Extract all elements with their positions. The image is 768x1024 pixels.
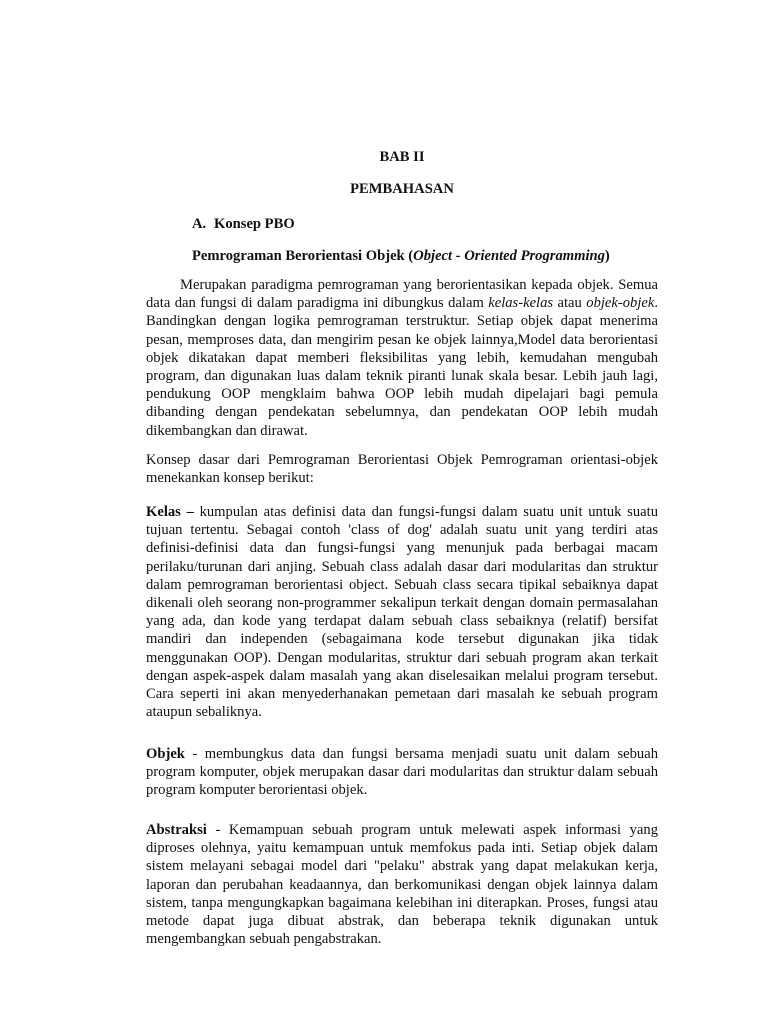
intro-italic-kelas: kelas-kelas: [488, 295, 554, 312]
intro-text-1: Merupakan paradigma pemrograman yang berorientasikan kepada objek. Semua data dan fungsi di dalam paradigma ini dibungkus dalam: [146, 277, 658, 312]
section-heading: PEMBAHASAN: [350, 181, 454, 197]
topic-lead: Pemrograman Berorientasi Objek (: [192, 248, 414, 264]
intro-paragraph: [146, 276, 658, 440]
kelas-paragraph: [146, 503, 658, 721]
subsection-number: A.: [192, 216, 207, 232]
objek-paragraph: [146, 745, 658, 800]
abstraksi-text: - Kemampuan sebuah program untuk melewati aspek informasi yang diproses olehnya, yaitu kemampuan untuk memfokus pada inti. Setiap objek dalam sistem melayani sebagai model dari "pelaku" abstrak yang dapat melakukan kerja, laporan dan perubahan keadaannya, dan berkomunikasi dengan objek lainnya dalam sistem, tanpa mengungkapkan bagaimana kelebihan ini diterapkan. Proses, fungsi atau metode dapat juga dibuat abstrak, dan beberapa teknik digunakan untuk mengembangkan sebuah pengabstrakan.: [146, 822, 658, 948]
kelas-term: Kelas –: [146, 504, 194, 520]
subsection-title: Konsep PBO: [214, 216, 295, 232]
intro-italic-objek: objek-objek: [586, 295, 655, 312]
objek-text: - membungkus data dan fungsi bersama menjadi suatu unit dalam sebuah program komputer, objek merupakan dasar dari modularitas dan struktur dalam sebuah program komputer berorientasi objek.: [146, 746, 658, 799]
topic-heading: [192, 247, 610, 265]
intro-text-2: atau: [553, 295, 587, 312]
chapter-heading: BAB II: [379, 149, 425, 165]
intro-text-3: . Bandingkan dengan logika pemrograman terstruktur. Setiap objek dapat menerima pesan, memproses data, dan mengirim pesan ke objek lainnya,Model data berorientasi objek dikatakan dapat memberi fleksibilitas yang lebih, kemudahan mengubah program, dan digunakan luas dalam teknik piranti lunak skala besar. Lebih jauh lagi, pendukung OOP mengklaim bahwa OOP lebih mudah dipelajari bagi pemula dibanding dengan pendekatan sebelumnya, dan pendekatan OOP lebih mudah dikembangkan dan dirawat.: [146, 295, 659, 439]
subsection-heading: [192, 215, 295, 233]
concept-intro-paragraph: Konsep dasar dari Pemrograman Berorientasi Objek Pemrograman orientasi-objek menekankan konsep berikut:: [146, 452, 658, 487]
kelas-text: kumpulan atas definisi data dan fungsi-fungsi dalam suatu unit untuk suatu tujuan tertentu. Sebagai contoh 'class of dog' adalah suatu unit yang terdiri atas definisi-definisi data dan fungsi-fungsi yang menunjuk pada berbagai macam perilaku/turunan dari anjing. Sebuah class adalah dasar dari modularitas dan struktur dalam pemrograman berorientasi object. Sebuah class secara tipikal sebaiknya dapat dikenali oleh seorang non-programmer sekalipun terkait dengan domain permasalahan yang ada, dan kode yang terdapat dalam sebuah class sebaiknya (relatif) bersifat mandiri dan independen (sebagaimana kode tersebut digunakan jika tidak menggunakan OOP). Dengan modularitas, struktur dari sebuah program akan terkait dengan aspek-aspek dalam masalah yang akan diselesaikan melalui program tersebut. Cara seperti ini akan menyederhanakan pemetaan dari masalah ke sebuah program ataupun sebaliknya.: [146, 504, 658, 721]
topic-tail: ): [604, 248, 610, 264]
topic-italic: Object - Oriented Programming: [413, 248, 605, 264]
objek-term: Objek: [146, 746, 185, 762]
abstraksi-paragraph: [146, 821, 658, 948]
abstraksi-term: Abstraksi: [146, 822, 207, 838]
